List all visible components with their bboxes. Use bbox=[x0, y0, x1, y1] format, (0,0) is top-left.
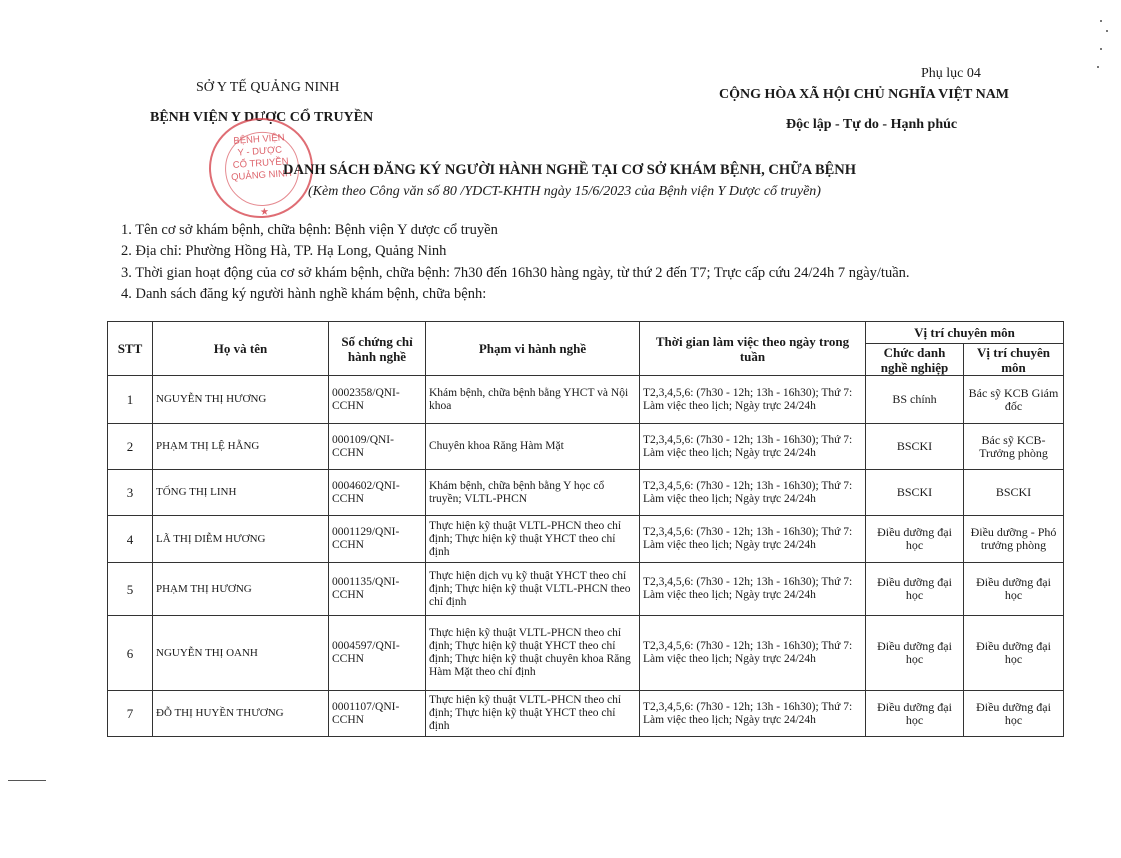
national-motto: Độc lập - Tự do - Hạnh phúc bbox=[786, 117, 958, 132]
cell-position: Bác sỹ KCB Giám đốc bbox=[964, 376, 1064, 424]
info-facility-name: 1. Tên cơ sở khám bệnh, chữa bệnh: Bệnh viện Y dược cổ truyền bbox=[121, 222, 498, 238]
cell-time: T2,3,4,5,6: (7h30 - 12h; 13h - 16h30); Thứ 7: Làm việc theo lịch; Ngày trực 24/24h bbox=[640, 516, 866, 563]
info-list-heading: 4. Danh sách đăng ký người hành nghề khám bệnh, chữa bệnh: bbox=[121, 286, 487, 302]
cell-name: PHẠM THỊ HƯƠNG bbox=[153, 563, 329, 616]
header-name: Họ và tên bbox=[153, 322, 329, 376]
ministry-name: SỞ Y TẾ QUẢNG NINH bbox=[196, 80, 340, 95]
scan-dot bbox=[1106, 30, 1108, 32]
cell-scope: Khám bệnh, chữa bệnh bằng YHCT và Nội khoa bbox=[426, 376, 640, 424]
cell-scope: Thực hiện kỹ thuật VLTL-PHCN theo chỉ định; Thực hiện kỹ thuật YHCT theo chỉ định bbox=[426, 516, 640, 563]
cell-title: Điều dưỡng đại học bbox=[866, 516, 964, 563]
cell-scope: Thực hiện dịch vụ kỹ thuật YHCT theo chỉ định; Thực hiện kỹ thuật VLTL-PHCN theo chỉ định bbox=[426, 563, 640, 616]
header-scope: Phạm vi hành nghề bbox=[426, 322, 640, 376]
header-stt: STT bbox=[108, 322, 153, 376]
header-time: Thời gian làm việc theo ngày trong tuần bbox=[640, 322, 866, 376]
cell-position: Điều dưỡng đại học bbox=[964, 691, 1064, 737]
document-title: DANH SÁCH ĐĂNG KÝ NGƯỜI HÀNH NGHỀ TẠI CƠ SỞ KHÁM BỆNH, CHỮA BỆNH bbox=[283, 162, 857, 178]
cell-cert: 0001129/QNI-CCHN bbox=[329, 516, 426, 563]
table-row bbox=[108, 563, 1064, 616]
cell-scope: Khám bệnh, chữa bệnh bằng Y học cổ truyền; VLTL-PHCN bbox=[426, 470, 640, 516]
cell-cert: 0004602/QNI-CCHN bbox=[329, 470, 426, 516]
cell-stt: 1 bbox=[108, 376, 153, 424]
cell-scope: Chuyên khoa Răng Hàm Mặt bbox=[426, 424, 640, 470]
cell-title: BSCKI bbox=[866, 470, 964, 516]
header-position-group: Vị trí chuyên môn bbox=[866, 322, 1064, 344]
cell-title: Điều dưỡng đại học bbox=[866, 616, 964, 691]
table-row bbox=[108, 376, 1064, 424]
practitioner-table bbox=[107, 321, 1064, 737]
republic-title: CỘNG HÒA XÃ HỘI CHỦ NGHĨA VIỆT NAM bbox=[719, 87, 1010, 102]
stamp-line-1: BỆNH VIỆN bbox=[233, 132, 285, 147]
cell-cert: 0001107/QNI-CCHN bbox=[329, 691, 426, 737]
cell-time: T2,3,4,5,6: (7h30 - 12h; 13h - 16h30); Thứ 7: Làm việc theo lịch; Ngày trực 24/24h bbox=[640, 376, 866, 424]
cell-cert: 0004597/QNI-CCHN bbox=[329, 616, 426, 691]
table-row bbox=[108, 516, 1064, 563]
table-row bbox=[108, 616, 1064, 691]
scan-dot bbox=[1100, 48, 1102, 50]
cell-stt: 2 bbox=[108, 424, 153, 470]
cell-stt: 5 bbox=[108, 563, 153, 616]
appendix-label: Phụ lục 04 bbox=[921, 66, 981, 81]
table-body bbox=[108, 376, 1064, 737]
header-cert: Số chứng chỉ hành nghề bbox=[329, 322, 426, 376]
cell-name: PHẠM THỊ LỆ HẰNG bbox=[153, 424, 329, 470]
scan-dot bbox=[1097, 66, 1099, 68]
cell-position: Điều dưỡng đại học bbox=[964, 616, 1064, 691]
document-subtitle: (Kèm theo Công văn số 80 /YDCT-KHTH ngày 15/6/2023 của Bệnh viện Y Dược cổ truyền) bbox=[308, 184, 821, 199]
header-title: Chức danh nghề nghiệp bbox=[866, 344, 964, 376]
hospital-name: BỆNH VIỆN Y DƯỢC CỔ TRUYỀN bbox=[150, 110, 374, 125]
table-row bbox=[108, 424, 1064, 470]
cell-position: Điều dưỡng - Phó trưởng phòng bbox=[964, 516, 1064, 563]
stamp-line-3: CỔ TRUYỀN bbox=[232, 156, 289, 171]
cell-time: T2,3,4,5,6: (7h30 - 12h; 13h - 16h30); Thứ 7: Làm việc theo lịch; Ngày trực 24/24h bbox=[640, 563, 866, 616]
cell-stt: 7 bbox=[108, 691, 153, 737]
cell-cert: 0002358/QNI-CCHN bbox=[329, 376, 426, 424]
cell-scope: Thực hiện kỹ thuật VLTL-PHCN theo chỉ định; Thực hiện kỹ thuật YHCT theo chỉ định; Thực hiện kỹ thuật chuyên khoa Răng Hàm Mặt theo chỉ định bbox=[426, 616, 640, 691]
scan-dot bbox=[1100, 20, 1102, 22]
cell-name: NGUYỄN THỊ HƯƠNG bbox=[153, 376, 329, 424]
cell-title: Điều dưỡng đại học bbox=[866, 691, 964, 737]
info-operating-hours: 3. Thời gian hoạt động của cơ sở khám bệnh, chữa bệnh: 7h30 đến 16h30 hàng ngày, từ thứ 2 đến T7; Trực cấp cứu 24/24h 7 ngày/tuần. bbox=[121, 265, 910, 281]
cell-time: T2,3,4,5,6: (7h30 - 12h; 13h - 16h30); Thứ 7: Làm việc theo lịch; Ngày trực 24/24h bbox=[640, 424, 866, 470]
header-position: Vị trí chuyên môn bbox=[964, 344, 1064, 376]
table-row bbox=[108, 470, 1064, 516]
cell-title: Điều dưỡng đại học bbox=[866, 563, 964, 616]
cell-cert: 0001135/QNI-CCHN bbox=[329, 563, 426, 616]
table-row bbox=[108, 691, 1064, 737]
stamp-line-2: Y - DƯỢC bbox=[237, 144, 283, 159]
cell-position: BSCKI bbox=[964, 470, 1064, 516]
cell-time: T2,3,4,5,6: (7h30 - 12h; 13h - 16h30); Thứ 7: Làm việc theo lịch; Ngày trực 24/24h bbox=[640, 616, 866, 691]
cell-name: TỐNG THỊ LINH bbox=[153, 470, 329, 516]
stamp-star-icon: ★ bbox=[259, 206, 270, 219]
cell-position: Điều dưỡng đại học bbox=[964, 563, 1064, 616]
cell-stt: 6 bbox=[108, 616, 153, 691]
cell-name: LÃ THỊ DIỄM HƯƠNG bbox=[153, 516, 329, 563]
cell-time: T2,3,4,5,6: (7h30 - 12h; 13h - 16h30); Thứ 7: Làm việc theo lịch; Ngày trực 24/24h bbox=[640, 470, 866, 516]
cell-stt: 4 bbox=[108, 516, 153, 563]
cell-name: NGUYỄN THỊ OANH bbox=[153, 616, 329, 691]
cell-position: Bác sỹ KCB-Trưởng phòng bbox=[964, 424, 1064, 470]
cell-title: BS chính bbox=[866, 376, 964, 424]
stamp-line-4: QUẢNG NINH bbox=[230, 167, 293, 184]
cell-stt: 3 bbox=[108, 470, 153, 516]
cell-time: T2,3,4,5,6: (7h30 - 12h; 13h - 16h30); Thứ 7: Làm việc theo lịch; Ngày trực 24/24h bbox=[640, 691, 866, 737]
cell-title: BSCKI bbox=[866, 424, 964, 470]
scan-line bbox=[8, 780, 46, 781]
cell-name: ĐỖ THỊ HUYỀN THƯƠNG bbox=[153, 691, 329, 737]
info-address: 2. Địa chỉ: Phường Hồng Hà, TP. Hạ Long, Quảng Ninh bbox=[121, 243, 447, 259]
cell-cert: 000109/QNI-CCHN bbox=[329, 424, 426, 470]
cell-scope: Thực hiện kỹ thuật VLTL-PHCN theo chỉ định; Thực hiện kỹ thuật YHCT theo chỉ định bbox=[426, 691, 640, 737]
